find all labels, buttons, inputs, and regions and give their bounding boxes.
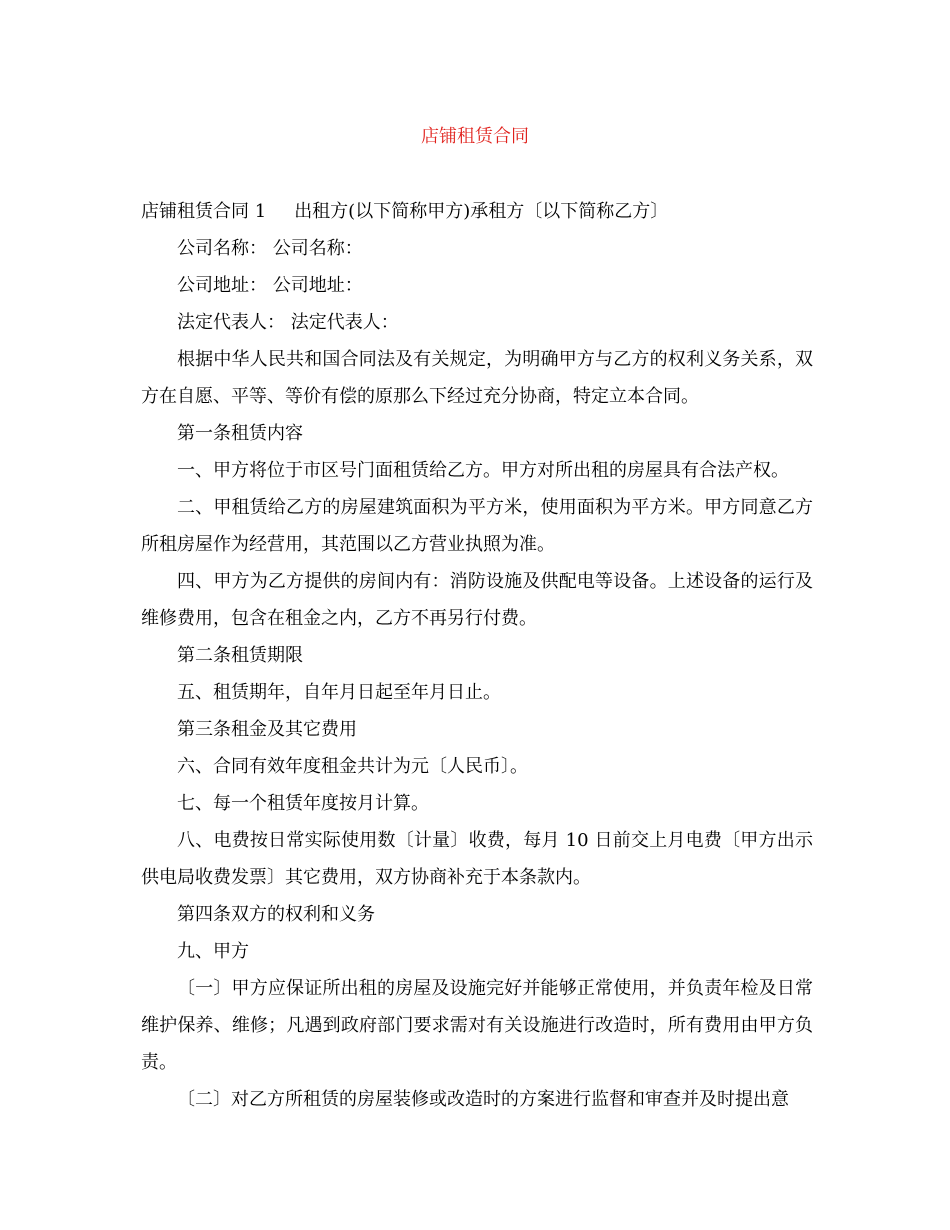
party-company-address: 公司地址： 公司地址：	[177, 275, 363, 296]
document-title: 店铺租赁合同	[421, 126, 529, 147]
party-company-name: 公司名称： 公司名称：	[177, 238, 363, 259]
article-2-heading: 第二条租赁期限	[177, 645, 303, 666]
clause-2: 二、甲租赁给乙方的房屋建筑面积为平方米，使用面积为平方米。甲方同意乙方所租房屋作为经营用，其范围以乙方营业执照为准。	[141, 497, 813, 555]
header-line-label: 店铺租赁合同 1	[141, 201, 267, 222]
clause-9-item-1: 〔一〕甲方应保证所出租的房屋及设施完好并能够正常使用，并负责年检及日常维护保养、维修；凡遇到政府部门要求需对有关设施进行改造时，所有费用由甲方负责。	[141, 978, 813, 1073]
clause-9-item-2: 〔二〕对乙方所租赁的房屋装修或改造时的方案进行监督和审查并及时提出意	[177, 1089, 789, 1110]
article-3-heading: 第三条租金及其它费用	[177, 719, 357, 740]
header-line	[141, 193, 813, 230]
clause-9-heading: 九、甲方	[177, 941, 249, 962]
preamble-paragraph: 根据中华人民共和国合同法及有关规定，为明确甲方与乙方的权利义务关系，双方在自愿、平等、等价有偿的原那么下经过充分协商，特定立本合同。	[141, 349, 813, 407]
article-4-heading: 第四条双方的权利和义务	[177, 904, 375, 925]
clause-7: 七、每一个租赁年度按月计算。	[177, 793, 429, 814]
document-body	[141, 193, 813, 1118]
party-legal-representative: 法定代表人： 法定代表人：	[177, 312, 399, 333]
header-line-text: 出租方(以下简称甲方)承租方〔以下简称乙方〕	[294, 201, 669, 222]
clause-8: 八、电费按日常实际使用数〔计量〕收费，每月 10 日前交上月电费〔甲方出示供电局收费发票〕其它费用，双方协商补充于本条款内。	[141, 830, 813, 888]
clause-5: 五、租赁期年，自年月日起至年月日止。	[177, 682, 501, 703]
clause-6: 六、合同有效年度租金共计为元〔人民币〕。	[177, 756, 528, 777]
clause-4: 四、甲方为乙方提供的房间内有：消防设施及供配电等设备。上述设备的运行及维修费用，包含在租金之内，乙方不再另行付费。	[141, 571, 813, 629]
article-1-heading: 第一条租赁内容	[177, 423, 303, 444]
clause-1: 一、甲方将位于市区号门面租赁给乙方。甲方对所出租的房屋具有合法产权。	[177, 460, 789, 481]
